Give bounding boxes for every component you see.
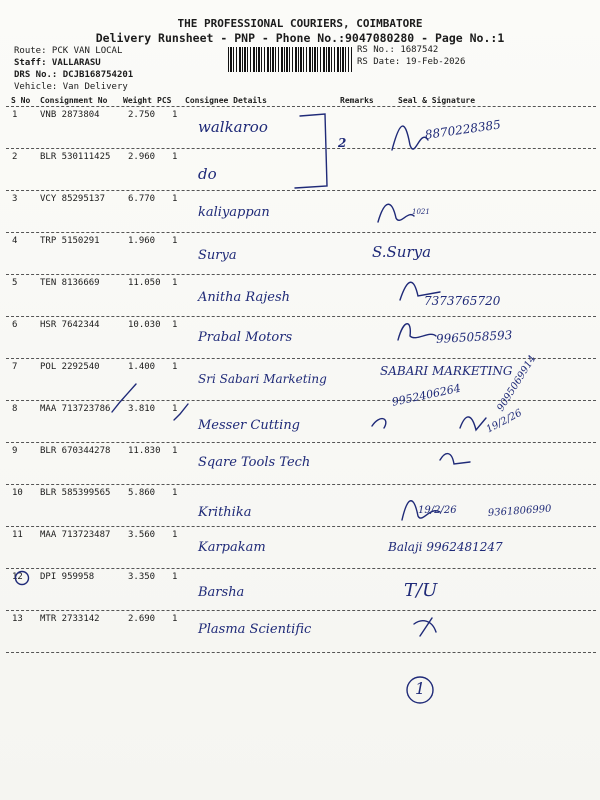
- row-consignment: TRP 5150291: [40, 236, 100, 246]
- row-seal-signature: 9361806990: [487, 503, 552, 519]
- row-consignee-handwritten: Karpakam: [198, 540, 266, 555]
- row-pcs: 1: [172, 362, 178, 372]
- row-seal-signature: Balaji 9962481247: [388, 540, 503, 554]
- rs-date: RS Date: 19-Feb-2026: [357, 57, 466, 67]
- company-title: THE PROFESSIONAL COURIERS, COIMBATORE: [177, 17, 423, 30]
- row-sno: 9: [12, 446, 18, 456]
- rs-number: RS No.: 1687542: [357, 45, 439, 55]
- row-sno: 1: [12, 110, 18, 120]
- row-divider: [6, 274, 596, 275]
- row-weight: 3.560: [128, 530, 156, 540]
- row-consignee-handwritten: Prabal Motors: [198, 330, 293, 345]
- row-consignee-handwritten: Surya: [198, 248, 237, 263]
- row-consignment: MAA 713723487: [40, 530, 111, 540]
- row-pcs: 1: [172, 446, 178, 456]
- row-sno: 2: [12, 152, 18, 162]
- row-divider: [6, 190, 596, 191]
- col-pcs: PCS: [157, 96, 172, 105]
- row-divider: [6, 148, 596, 149]
- row-sno: 3: [12, 194, 18, 204]
- row-consignee-handwritten: Anitha Rajesh: [198, 290, 291, 305]
- row-divider: [6, 232, 596, 233]
- drs-number: DRS No.: DCJB168754201: [14, 70, 134, 80]
- row-pcs: 1: [172, 488, 178, 498]
- row-pcs: 1: [172, 404, 178, 414]
- row-pcs: 1: [172, 278, 178, 288]
- row-divider: [6, 652, 596, 653]
- row-consignment: MTR 2733142: [40, 614, 100, 624]
- row-sno: 10: [12, 488, 23, 498]
- row-consignment: VNB 2873804: [40, 110, 100, 120]
- row-seal-signature: T/U: [404, 580, 438, 601]
- row-divider: [6, 526, 596, 527]
- col-weight: Weight: [123, 96, 152, 105]
- route-label: Route: PCK VAN LOCAL: [14, 46, 123, 56]
- row-divider: [6, 316, 596, 317]
- row-weight: 1.400: [128, 362, 156, 372]
- row-consignee-handwritten: walkaroo: [198, 118, 268, 136]
- row-consignment: VCY 85295137: [40, 194, 106, 204]
- row-consignee-handwritten: Sqare Tools Tech: [198, 455, 311, 470]
- row-divider: [6, 568, 596, 569]
- staff-label: Staff: VALLARASU: [14, 58, 101, 68]
- row-consignee-handwritten: Plasma Scientific: [198, 622, 312, 637]
- date-note-2: 19/2/26: [418, 505, 457, 516]
- row-seal-signature: 9095069914: [495, 353, 539, 414]
- row-weight: 2.750: [128, 110, 156, 120]
- row-consignee-handwritten: Messer Cutting: [198, 418, 301, 433]
- row-sno: 12: [12, 572, 23, 582]
- row-sno: 13: [12, 614, 23, 624]
- row-weight: 3.810: [128, 404, 156, 414]
- row-weight: 11.050: [128, 278, 161, 288]
- row-consignment: TEN 8136669: [40, 278, 100, 288]
- col-seal: Seal & Signature: [398, 96, 476, 105]
- row-divider: [6, 358, 596, 359]
- vehicle-label: Vehicle: Van Delivery: [14, 82, 128, 92]
- row-sno: 7: [12, 362, 18, 372]
- row-consignment: DPI 959958: [40, 572, 95, 582]
- row-sno: 4: [12, 236, 18, 246]
- row-divider: [6, 484, 596, 485]
- col-consignment: Consignment No: [40, 96, 108, 105]
- row-divider: [6, 442, 596, 443]
- row-consignment: POL 2292540: [40, 362, 100, 372]
- row-consignment: BLR 585399565: [40, 488, 111, 498]
- row-pcs: 1: [172, 614, 178, 624]
- row-consignee-handwritten: kaliyappan: [198, 205, 270, 220]
- row-weight: 6.770: [128, 194, 156, 204]
- row-weight: 1.960: [128, 236, 156, 246]
- row-pcs: 1: [172, 152, 178, 162]
- row-pcs: 1: [172, 320, 178, 330]
- row-consignee-handwritten: Barsha: [198, 585, 245, 600]
- row-sno: 11: [12, 530, 23, 540]
- row-consignee-handwritten: Sri Sabari Marketing: [198, 372, 327, 386]
- row-divider: [6, 610, 596, 611]
- table-row: [6, 572, 596, 612]
- row-seal-signature: 7373765720: [424, 294, 501, 308]
- row-seal-signature: S.Surya: [372, 243, 432, 261]
- row-seal-signature: 8870228385: [424, 117, 502, 142]
- row-pcs: 1: [172, 572, 178, 582]
- bracket-count: 2: [338, 136, 347, 150]
- col-consignee: Consignee Details: [185, 96, 267, 105]
- row-weight: 10.030: [128, 320, 161, 330]
- row-consignment: BLR 670344278: [40, 446, 111, 456]
- col-sno: S No: [11, 96, 31, 105]
- row-pcs: 1: [172, 110, 178, 120]
- row-consignee-handwritten: do: [198, 165, 217, 183]
- row-seal-signature: SABARI MARKETING: [380, 364, 513, 378]
- row-weight: 2.960: [128, 152, 156, 162]
- row-weight: 5.860: [128, 488, 156, 498]
- row-weight: 3.350: [128, 572, 156, 582]
- row-consignment: BLR 530111425: [40, 152, 111, 162]
- row-sno: 8: [12, 404, 18, 414]
- row-consignment: MAA 713723786: [40, 404, 111, 414]
- col-remarks: Remarks: [340, 96, 374, 105]
- row-seal-signature: 9965058593: [435, 328, 513, 346]
- row-weight: 11.830: [128, 446, 161, 456]
- page-number-circled: 1: [415, 679, 426, 698]
- row-pcs: 1: [172, 530, 178, 540]
- row-sno: 6: [12, 320, 18, 330]
- row-seal-signature: 9952406264: [390, 381, 462, 409]
- runsheet-subtitle: Delivery Runsheet - PNP - Phone No.:9047080280 - Page No.:1: [95, 31, 505, 45]
- row-consignment: HSR 7642344: [40, 320, 100, 330]
- row-consignee-handwritten: Krithika: [198, 505, 252, 520]
- row-sno: 5: [12, 278, 18, 288]
- row-pcs: 1: [172, 194, 178, 204]
- stamp-note: 1021: [412, 208, 430, 216]
- header-rule: [6, 106, 596, 107]
- date-note: 19/2/26: [484, 407, 524, 436]
- row-pcs: 1: [172, 236, 178, 246]
- row-weight: 2.690: [128, 614, 156, 624]
- barcode: [228, 47, 352, 72]
